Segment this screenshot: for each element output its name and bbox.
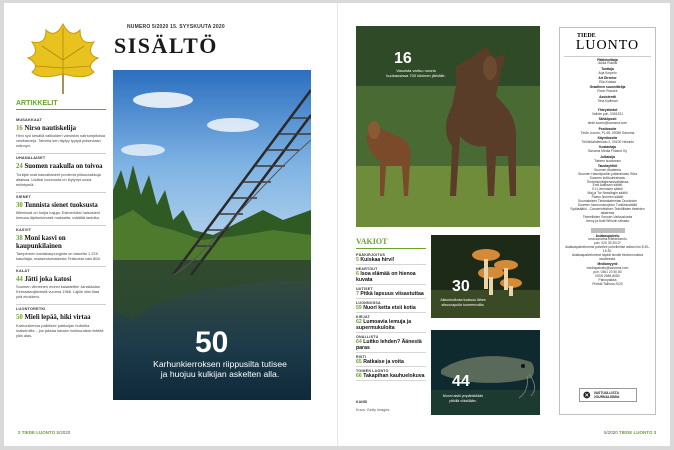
vakiot-entry[interactable] bbox=[356, 369, 426, 381]
vakiot-list bbox=[356, 253, 426, 383]
masthead-value: Printall Tallinna 2020 bbox=[592, 281, 623, 286]
moose-caption: Vasoista vartuu nuoria kuukausissa 700 kiloinen järkälle. bbox=[386, 68, 446, 78]
masthead-role: Sähköposti bbox=[598, 117, 617, 122]
article-category: KALAT bbox=[16, 269, 30, 274]
article-description: Karhunkierros palkitsee patikoijan huikeilla maisemilla – jos jaksaa kavuta muhkuraisia rinteitä ylös alas. bbox=[16, 322, 104, 338]
masthead-role: Julkaisija bbox=[600, 154, 615, 159]
article-title-text: Jätti joka katosi bbox=[24, 276, 72, 284]
photo-caption: Karhunkierroksen riippusilta tutisee ja huojuu kulkijan askelten alla. bbox=[153, 359, 287, 379]
left-footer-mag: TIEDE LUONTO bbox=[21, 430, 56, 435]
vakiot-page-number: 65 bbox=[356, 359, 362, 365]
photo-page-number: 50 bbox=[195, 326, 229, 359]
masthead-rows bbox=[564, 59, 651, 287]
vakiot-entry[interactable] bbox=[356, 335, 426, 353]
vakiot-page-number: 7 bbox=[356, 291, 359, 297]
left-footer-issue: 5/2020 bbox=[56, 430, 71, 435]
vakiot-entry[interactable] bbox=[356, 355, 426, 367]
cover-credit: Kuva: Getty Images bbox=[356, 408, 390, 412]
masthead-value: Tiede Luonto, PL 65, 00089 Sanoma bbox=[580, 130, 635, 135]
masthead-value: Suomen Hasnäpuoliin juhlarahasto Sitra bbox=[578, 171, 637, 176]
vakiot-category: UUTISET bbox=[356, 287, 373, 291]
catfish-page-number: 44 bbox=[452, 373, 470, 390]
masthead-divider bbox=[564, 104, 651, 108]
right-footer-page: 3 bbox=[653, 430, 657, 435]
masthead-value: oma.sanoma.fi/tiedeluonto bbox=[588, 237, 627, 242]
masthead-value: Suomen Akatemia bbox=[594, 167, 621, 172]
masthead-value: Maj ja Tor Nesslingin säätiö bbox=[587, 191, 628, 196]
moose-page-number: 16 bbox=[394, 50, 412, 67]
masthead-value: Sydäsäätiö - Cancerinfektsen Teknilliisten tieteiden akatemia bbox=[570, 206, 645, 215]
masthead-value: Ella Kustaa bbox=[599, 80, 616, 85]
article-description: Hirvi syö kesällä valikoiden varsinkin natriumpitoisia vesikasveja. Talvella sen täytyy tyytyä puiseviaan männyn. bbox=[16, 133, 106, 149]
jsn-badge bbox=[579, 388, 637, 402]
masthead-value: puh. 020 39 2012* bbox=[594, 241, 621, 246]
masthead-role: Art Director bbox=[598, 76, 617, 81]
masthead-role: Asiakaspalvelu bbox=[595, 233, 620, 238]
vakiot-title-text: Lumoavia lemuja ja supermukuloita bbox=[356, 319, 412, 331]
article-title bbox=[16, 235, 106, 250]
article-title bbox=[16, 163, 106, 170]
masthead-role: Kustantaja bbox=[599, 145, 616, 150]
left-footer bbox=[18, 430, 70, 435]
masthead-value: Suomen luonnonsuojelun Tunkimusäätiö bbox=[577, 203, 638, 207]
masthead-role: Postiosoite bbox=[598, 126, 617, 131]
catfish-caption: Monni aistii ympäristöään pitkillä viiksillään. bbox=[442, 394, 484, 403]
masthead-logo bbox=[564, 33, 651, 57]
vakiot-title bbox=[356, 271, 426, 283]
masthead-value: Sanoma Media Finland Oy bbox=[587, 149, 628, 154]
masthead-value: Jukka Ruukki bbox=[597, 61, 618, 66]
vakiot-category: ONALLISTU bbox=[356, 335, 379, 339]
vakiot-title bbox=[356, 257, 426, 263]
article-title-text: Moni kasvi on kaupunkilainen bbox=[16, 235, 66, 250]
spine-gutter bbox=[337, 3, 338, 446]
vakiot-title bbox=[356, 339, 426, 351]
vakiot-page-number: 5 bbox=[356, 257, 359, 263]
mushroom-caption: Akkonkolkoka tuoksuu lähes sitruunapulla tuoreenvoilta. bbox=[440, 298, 486, 307]
masthead-value: Paavo Nurmen säätiö bbox=[591, 195, 624, 200]
masthead-value: Emil Aaltosen säätiö bbox=[592, 183, 623, 188]
vakiot-title bbox=[356, 319, 426, 331]
vakiot-category: RISTI bbox=[356, 355, 367, 359]
cover-label: KANSI bbox=[356, 400, 368, 404]
vakiot-category: PÄÄKIRJOITUS bbox=[356, 253, 386, 257]
vakiot-category: HEARTOUT bbox=[356, 267, 378, 271]
issue-line: NUMERO 5/2020 15. SYYSKUUTA 2020 bbox=[127, 24, 225, 30]
masthead-value: Tiedetoimittajienasivaltiaissa bbox=[586, 179, 629, 184]
vakiot-title-text: Isoa elämää on hienoa kuvata bbox=[356, 271, 416, 283]
article-entry[interactable] bbox=[16, 266, 106, 299]
masthead-role: Mediamyynti bbox=[597, 262, 618, 267]
article-description: Suomen viimeinen monni kalastettiin Janakkalan Kernaalanjärvestä vuonna 1966. Lajille olisi tilaa yhä ekokkero. bbox=[16, 284, 100, 300]
articles-heading: ARTIKKELIT bbox=[16, 100, 106, 110]
vakiot-entry[interactable] bbox=[356, 267, 426, 285]
vakiot-page-number: 64 bbox=[356, 339, 362, 345]
masthead-value: K.H.Jennusen säätiö bbox=[592, 187, 623, 192]
masthead-value: Tiina Kylliman bbox=[597, 98, 618, 103]
article-category: MUSAKKAAT bbox=[16, 118, 42, 122]
article-category: SIENET bbox=[16, 194, 31, 199]
masthead-box bbox=[559, 27, 656, 415]
article-title-text: Mieli lepää, hiki virtaa bbox=[24, 314, 91, 322]
masthead-value: Painopaikka bbox=[598, 278, 617, 282]
masthead-value: mediapalvelu@sanoma.com bbox=[586, 266, 629, 271]
vakiot-heading: VAKIOT bbox=[356, 237, 426, 249]
vakiot-title-text: Ratkaise ja voita bbox=[363, 359, 404, 365]
article-title bbox=[16, 125, 106, 132]
masthead-value: Arja Korpelo bbox=[598, 70, 617, 75]
article-page-number: 30 bbox=[16, 201, 23, 209]
masthead-value: Jenny ja Antti Wihurin rahasto bbox=[585, 218, 630, 223]
article-page-number: 50 bbox=[16, 314, 23, 322]
article-title-text: Suomen raakulla on toivoa bbox=[24, 163, 103, 171]
article-description: Tampereen kantakaupungista on laskettu 1 225 kasvilajia, maaseutumaisesta Teiskosta vain 808. bbox=[16, 251, 101, 262]
vakiot-title bbox=[356, 305, 426, 311]
moose-photo bbox=[356, 26, 540, 227]
masthead-value: puh. 0361 20 50 80 bbox=[593, 270, 622, 275]
logo-main: LUONTO bbox=[575, 38, 640, 53]
vakiot-category: LUONNOSSA bbox=[356, 301, 381, 305]
article-page-number: 44 bbox=[16, 276, 23, 284]
vakiot-entry[interactable] bbox=[356, 315, 426, 333]
masthead-value: Asiakaspalvelumme läydät sinulle tiedonmuuttoa osoitteesta. bbox=[571, 253, 644, 261]
vakiot-entry[interactable] bbox=[356, 301, 426, 313]
vakiot-page-number: 62 bbox=[356, 319, 362, 325]
article-category: UHANALAISET bbox=[16, 156, 46, 161]
article-title bbox=[16, 202, 106, 209]
vakiot-category: TOIMEN LUONTO bbox=[356, 369, 389, 373]
masthead-role: Assistentti bbox=[599, 94, 616, 99]
right-footer bbox=[604, 430, 656, 435]
vakiot-entry[interactable] bbox=[356, 253, 426, 265]
article-entry[interactable] bbox=[16, 192, 106, 220]
article-title bbox=[16, 276, 106, 283]
vakiot-entry[interactable] bbox=[356, 287, 426, 299]
masthead-value: Töölönlahdenkatu 2, 00100 Helsinki bbox=[581, 139, 634, 144]
vakiot-page-number: 6 bbox=[356, 271, 359, 277]
vakiot-title-text: Takapihan kauhuelokuva bbox=[363, 373, 425, 379]
masthead-value: Suomen kulttuurirahasto bbox=[589, 175, 626, 180]
article-entry[interactable] bbox=[16, 116, 106, 148]
masthead-value: tiede.luonto@sanoma.com bbox=[587, 121, 628, 126]
article-title-text: Tunnista sienet tuoksusta bbox=[24, 201, 98, 209]
vakiot-title bbox=[356, 291, 426, 297]
masthead-value: Vaihde puh. 0361201 bbox=[591, 111, 624, 116]
logo-top: TIEDE bbox=[577, 33, 596, 39]
masthead-role: Yhteystiedot bbox=[597, 108, 618, 113]
masthead-role: Päätoimittaja bbox=[597, 57, 618, 62]
vakiot-title bbox=[356, 373, 426, 379]
article-description: Turkijat ovat kasvattaneet pontevia pikkuraakkuja altaissa. Lisäksi luonnosta on löytynyt uusia esiintymiä. bbox=[16, 171, 101, 187]
article-entry[interactable] bbox=[16, 304, 106, 337]
masthead-divider bbox=[591, 228, 625, 233]
masthead-value: Suomalaisen Tiedeakatemian Duodecim bbox=[577, 199, 637, 204]
masthead-value: Ronn Roosee bbox=[597, 89, 618, 94]
article-title bbox=[16, 314, 106, 321]
vakiot-title bbox=[356, 359, 426, 365]
article-page-number: 24 bbox=[16, 163, 23, 171]
autumn-leaf-image bbox=[22, 22, 104, 96]
article-page-number: 38 bbox=[16, 235, 23, 243]
masthead-role: Käyntiosoite bbox=[597, 136, 618, 140]
masthead-value: Tieteellisten Seurain Valtuuskunta bbox=[582, 214, 633, 219]
masthead-role: Tuottaja bbox=[601, 66, 614, 71]
vakiot-title-text: Luitko lehden? Äänestä paras bbox=[356, 339, 422, 351]
page-title: SISÄLTÖ bbox=[114, 33, 218, 58]
masthead-role: Taustayhtiöt bbox=[597, 163, 618, 168]
article-page-number: 16 bbox=[16, 125, 23, 132]
right-footer-issue: 5/2020 bbox=[604, 430, 618, 435]
article-entry[interactable] bbox=[16, 153, 106, 186]
vakiot-category: KIRJAT bbox=[356, 315, 370, 319]
masthead-value: ISSN 2669-8080 bbox=[595, 274, 620, 279]
masthead-value: Tieteen kustannus bbox=[594, 158, 621, 163]
masthead-value: Asiakaspalvelumme palvelee puhelimitse arkisin klo 8.30–16.30. bbox=[565, 245, 650, 254]
article-description: Itilemissä on hurjia hajuja. Esimerkiksi haisusieni lemuaa läpitunkevasti maksalta, mätältä lantulta. bbox=[16, 210, 100, 221]
vakiot-title-text: Kuiskaa hirvi! bbox=[360, 257, 395, 263]
vakiot-title-text: Nuori ketta etsii kotia bbox=[363, 305, 416, 311]
article-category: KASVIT bbox=[16, 228, 32, 233]
article-entry[interactable] bbox=[16, 225, 106, 261]
vakiot-page-number: 59 bbox=[356, 305, 362, 311]
articles-column bbox=[16, 100, 106, 343]
jsn-logo-icon bbox=[583, 390, 591, 400]
mushroom-page-number: 30 bbox=[452, 278, 470, 295]
vakiot-title-text: Pitkä lapsuus viisastuttaa bbox=[360, 291, 424, 297]
masthead-role: Graafinen suunnittelija bbox=[589, 85, 626, 90]
jsn-text: VASTUULLISTA JOURNALISMIA bbox=[593, 391, 620, 399]
article-title-text: Nirso nautiskelija bbox=[24, 125, 77, 132]
vakiot-page-number: 66 bbox=[356, 373, 362, 379]
right-footer-mag: TIEDE LUONTO bbox=[619, 430, 653, 435]
left-footer-page: 2 bbox=[18, 430, 21, 435]
article-category: LUONTORETKI bbox=[16, 307, 46, 312]
